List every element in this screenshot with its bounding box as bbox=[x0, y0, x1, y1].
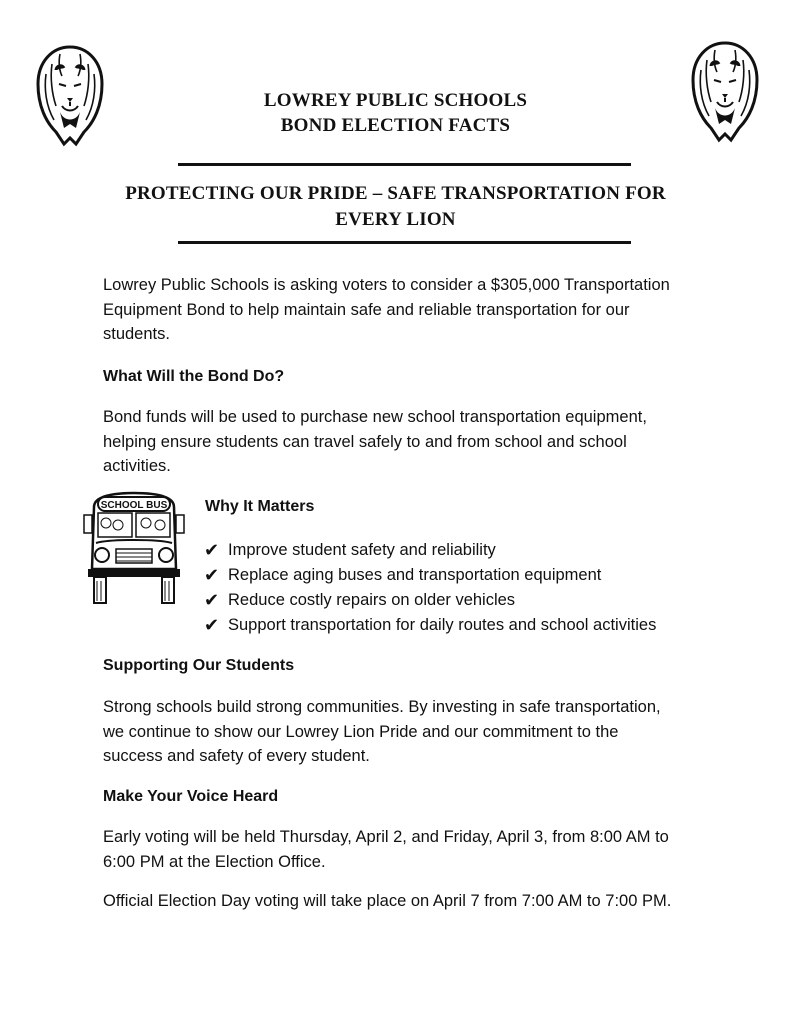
list-item-text: Improve student safety and reliability bbox=[228, 541, 496, 559]
heading-supporting-students: Supporting Our Students bbox=[103, 657, 295, 674]
school-bus-illustration bbox=[80, 489, 188, 611]
school-bus-icon bbox=[80, 489, 188, 611]
checkmark-icon: ✔ bbox=[204, 615, 220, 635]
supporting-paragraph bbox=[103, 695, 713, 769]
bond-purpose-line-1: Bond funds will be used to purchase new school transportation equipment, bbox=[103, 408, 647, 426]
bond-purpose-line-2: helping ensure students can travel safely to and from school and school bbox=[103, 432, 627, 451]
subtitle-line-2: EVERY LION bbox=[335, 209, 456, 230]
title-line-1: LOWREY PUBLIC SCHOOLS bbox=[263, 90, 528, 111]
divider-bottom bbox=[178, 241, 631, 244]
intro-paragraph bbox=[103, 273, 713, 347]
early-voting-line-2: 6:00 PM at the Election Office. bbox=[103, 852, 326, 871]
checkmark-icon: ✔ bbox=[204, 540, 220, 560]
early-voting-line-1: Early voting will be held Thursday, April 2, and Friday, April 3, from 8:00 AM to bbox=[103, 828, 669, 846]
intro-line-1: Lowrey Public Schools is asking voters to consider a $305,000 Transportation bbox=[103, 276, 670, 294]
subtitle-line-1: PROTECTING OUR PRIDE – SAFE TRANSPORTATION FOR bbox=[125, 183, 666, 204]
document-subtitle bbox=[0, 181, 791, 233]
svg-text:SCHOOL BUS: SCHOOL BUS bbox=[100, 500, 168, 511]
supporting-line-3: success and safety of every student. bbox=[103, 747, 370, 765]
intro-line-3: students. bbox=[103, 325, 170, 343]
checkmark-icon: ✔ bbox=[204, 590, 220, 610]
heading-make-voice-heard: Make Your Voice Heard bbox=[103, 788, 279, 805]
list-item-text: Replace aging buses and transportation equipment bbox=[228, 566, 602, 584]
list-item bbox=[204, 563, 656, 588]
bond-purpose-paragraph bbox=[103, 405, 713, 479]
election-day-paragraph: Official Election Day voting will take place on April 7 from 7:00 AM to 7:00 PM. bbox=[103, 892, 672, 910]
list-item-text: Support transportation for daily routes and school activities bbox=[228, 616, 657, 634]
supporting-line-1: Strong schools build strong communities. By investing in safe transportation, bbox=[103, 698, 661, 716]
list-item bbox=[204, 588, 656, 613]
intro-line-2: Equipment Bond to help maintain safe and reliable transportation for our bbox=[103, 300, 630, 319]
list-item bbox=[204, 538, 656, 563]
bond-purpose-line-3: activities. bbox=[103, 457, 171, 475]
heading-why-it-matters: Why It Matters bbox=[205, 498, 315, 515]
heading-what-bond-does: What Will the Bond Do? bbox=[103, 368, 285, 385]
early-voting-paragraph bbox=[103, 825, 713, 874]
benefits-checklist bbox=[204, 538, 656, 638]
title-line-2: BOND ELECTION FACTS bbox=[280, 115, 511, 136]
list-item-text: Reduce costly repairs on older vehicles bbox=[228, 591, 516, 609]
divider-top bbox=[178, 163, 631, 166]
checkmark-icon: ✔ bbox=[204, 565, 220, 585]
supporting-line-2: we continue to show our Lowrey Lion Pride and our commitment to the bbox=[103, 722, 619, 741]
document-title bbox=[0, 88, 791, 138]
list-item bbox=[204, 613, 656, 638]
